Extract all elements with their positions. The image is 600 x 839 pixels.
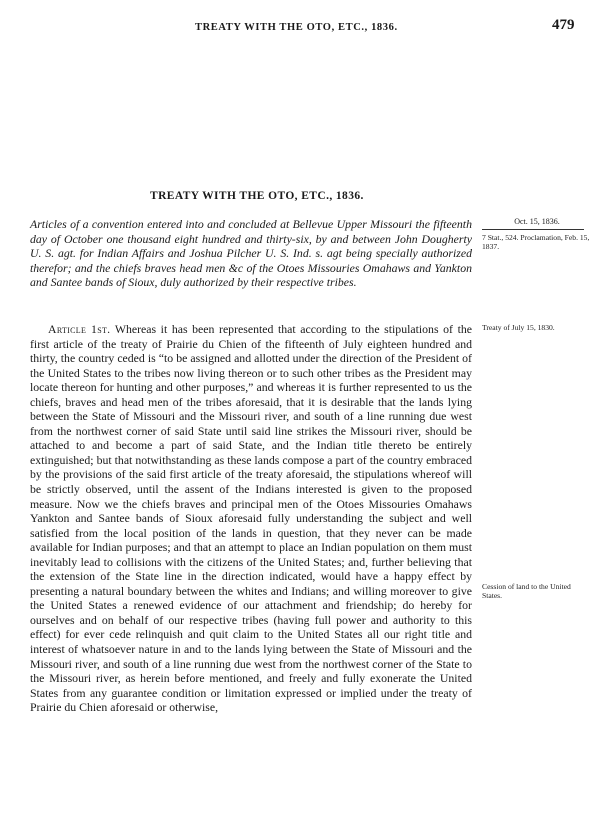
article-paragraph <box>30 322 472 715</box>
article-text: Whereas it has been represented that according to the stipulations of the first article of the treaty of Prairie du Chien of the fifteenth of July eighteen hundred and thirty, the country ceded is “to be assigned and allotted under the direction of the President of the United States to the tribes now living thereon or to such other tribes as the President may locate thereon for hunting and other purposes,” and whereas it is further represented to us the chiefs, braves and head men of the tribes aforesaid, that it is desirable that the lands lying between the State of Missouri and the Missouri river, and south of a line running due west from the northwest corner of said State until said line strikes the Missouri river, should be attached to and become a part of said State, and the Indian title thereto be entirely extinguished; but that notwithstanding as these lands compose a part of the country embraced by the provisions of the said first article of the treaty aforesaid, the stipulations whereof will be strictly observed, until the assent of the Indians interested is given to the proposed measure. Now we the chiefs braves and principal men of the Otoes Missouries Omahaws Yankton and Santee bands of Sioux aforesaid fully understanding the subject and well satisfied from the local position of the lands in question, that they never can be made available for Indian purposes; and that an attempt to place an Indian population on them must inevitably lead to collisions with the citizens of the United States; and, further believing that the extension of the State line in the direction indicated, would have a happy effect by presenting a natural boundary between the whites and Indians; and willing moreover to give the United States a renewed evidence of our attachment and friendship; do hereby for ourselves and on behalf of our respective tribes (having full power and authority to this effect) for ever cede relinquish and quit claim to the United States all our right title and interest of whatsoever nature in and to the lands lying between the State of Missouri and the Missouri river, and south of a line running due west from the northwest corner of the State to the Missouri river, as herein before mentioned, and freely and fully exonerate the United States from any guarantee condition or limitation expressed or implied under the treaty of Prairie du Chien aforesaid or otherwise, <box>30 322 472 715</box>
article-body <box>30 322 472 715</box>
margin-note-statute: 7 Stat., 524. Proclamation, Feb. 15, 1837. <box>482 233 590 251</box>
page-number: 479 <box>552 17 575 33</box>
margin-note-cession: Cession of land to the United States. <box>482 582 571 600</box>
margin-note-date: Oct. 15, 1836. <box>514 217 560 226</box>
treaty-title: TREATY WITH THE OTO, ETC., 1836. <box>150 190 364 202</box>
preamble <box>30 217 472 290</box>
margin-note-july-treaty: Treaty of July 15, 1830. <box>482 323 555 332</box>
running-head: TREATY WITH THE OTO, ETC., 1836. <box>195 22 398 33</box>
margin-rule <box>482 229 584 230</box>
preamble-text: Articles of a convention entered into and concluded at Bellevue Upper Missouri the fifteenth day of October one thousand eight hundred and thirty-six, by and between John Dougherty U. S. agt. for Indian Affairs and Joshua Pilcher U. S. Ind. s. agt being specially authorized therefor; and the chiefs braves head men &c of the Otoes Missouries Omahaws and Yankton and Santee bands of Sioux, duly authorized by their respective tribes. <box>30 217 472 289</box>
article-label: Article 1st. <box>48 322 111 336</box>
